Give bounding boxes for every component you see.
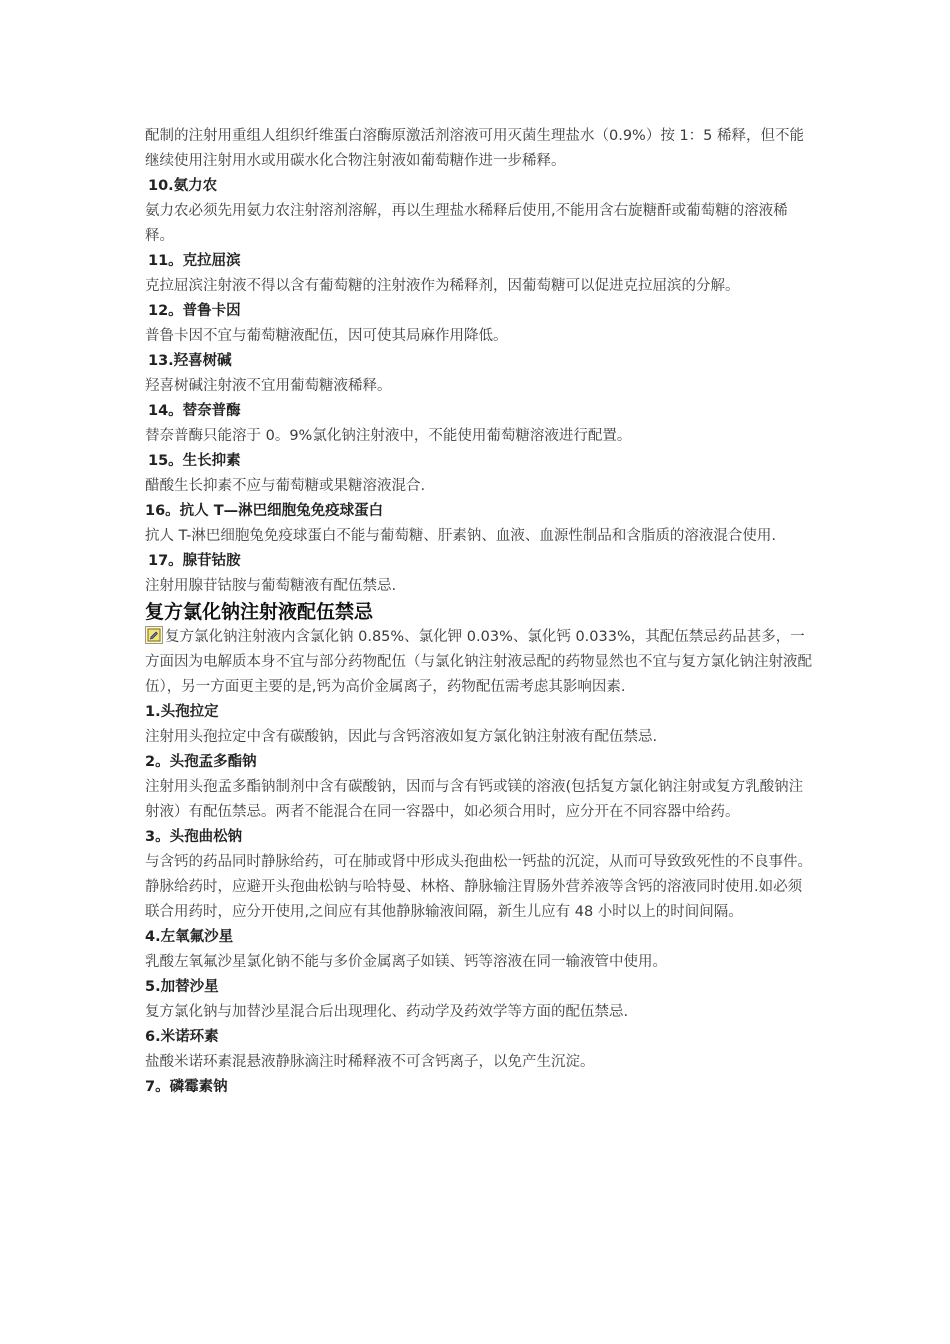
list-item: [145, 1025, 815, 1075]
note-icon: [145, 626, 163, 644]
ringer-incompatibility-list: [145, 700, 815, 1100]
item-heading: 4.左氧氟沙星: [145, 929, 234, 945]
item-body: 与含钙的药品同时静脉给药，可在肺或肾中形成头孢曲松一钙盐的沉淀，从而可导致致死性的不良事件。静脉给药时，应避开头孢曲松钠与哈特曼、林格、静脉输注胃肠外营养液等含钙的溶液同时使用.如必须联合用药时，应分开使用,之间应有其他静脉输液间隔，新生儿应有 48 小时以上的时间间隔。: [145, 854, 812, 920]
item-body: 氨力农必须先用氨力农注射溶剂溶解，再以生理盐水稀释后使用,不能用含右旋糖酐或葡萄糖的溶液稀释。: [145, 203, 788, 244]
item-body: 复方氯化钠与加替沙星混合后出现理化、药动学及药效学等方面的配伍禁忌.: [145, 1004, 629, 1020]
item-heading: 5.加替沙星: [145, 979, 219, 995]
glucose-incompatibility-list: [145, 174, 815, 599]
item-heading: 15。生长抑素: [148, 453, 241, 469]
item-heading: 11。克拉屈滨: [148, 253, 241, 269]
list-item: [145, 1075, 815, 1100]
item-heading: 2。头孢孟多酯钠: [145, 754, 257, 770]
item-heading: 17。腺苷钴胺: [148, 553, 241, 569]
list-item: [145, 349, 815, 399]
list-item: [145, 299, 815, 349]
list-item: [145, 975, 815, 1025]
list-item: [145, 549, 815, 599]
item-body: 普鲁卡因不宜与葡萄糖液配伍，因可使其局麻作用降低。: [145, 328, 508, 344]
item-heading: 13.羟喜树碱: [148, 353, 232, 369]
section-title: 复方氯化钠注射液配伍禁忌: [145, 601, 374, 623]
item-body: 盐酸米诺环素混悬液静脉滴注时稀释液不可含钙离子，以免产生沉淀。: [145, 1054, 595, 1070]
item-body: 抗人 T-淋巴细胞兔免疫球蛋白不能与葡萄糖、肝素钠、血液、血源性制品和含脂质的溶液混合使用.: [145, 528, 776, 544]
list-item: [145, 750, 815, 825]
item-body: 羟喜树碱注射液不宜用葡萄糖液稀释。: [145, 378, 392, 394]
list-item: [145, 399, 815, 449]
item-body: 注射用头孢孟多酯钠制剂中含有碳酸钠，因而与含有钙或镁的溶液(包括复方氯化钠注射或复方乳酸钠注射液）有配伍禁忌。两者不能混合在同一容器中，如必须合用时，应分开在不同容器中给药。: [145, 779, 804, 820]
list-item: [145, 449, 815, 499]
list-item: [145, 825, 815, 925]
item-heading: 14。替奈普酶: [148, 403, 241, 419]
item-heading: 12。普鲁卡因: [148, 303, 241, 319]
item-heading: 1.头孢拉定: [145, 704, 219, 720]
list-item: [145, 174, 815, 249]
section-intro-text: 复方氯化钠注射液内含氯化钠 0.85%、氯化钾 0.03%、氯化钙 0.033%，其配伍禁忌药品甚多，一方面因为电解质本身不宜与部分药物配伍（与氯化钠注射液忌配的药物显然也不宜与复方氯化钠注射液配伍），另一方面更主要的是,钙为高价金属离子，药物配伍需考虑其影响因素.: [145, 629, 812, 695]
item-body: 替奈普酶只能溶于 0。9%氯化钠注射液中，不能使用葡萄糖溶液进行配置。: [145, 428, 632, 444]
list-item: [145, 249, 815, 299]
list-item: [145, 499, 815, 549]
list-item: [145, 925, 815, 975]
item-body: 克拉屈滨注射液不得以含有葡萄糖的注射液作为稀释剂，因葡萄糖可以促进克拉屈滨的分解。: [145, 278, 740, 294]
item-heading: 7。磷霉素钠: [145, 1079, 228, 1095]
intro-paragraph: 配制的注射用重组人组织纤维蛋白溶酶原激活剂溶液可用灭菌生理盐水（0.9%）按 1：5 稀释，但不能继续使用注射用水或用碳水化合物注射液如葡萄糖作进一步稀释。: [145, 128, 805, 169]
item-body: 注射用头孢拉定中含有碳酸钠，因此与含钙溶液如复方氯化钠注射液有配伍禁忌.: [145, 729, 658, 745]
item-body: 乳酸左氧氟沙星氯化钠不能与多价金属离子如镁、钙等溶液在同一输液管中使用。: [145, 954, 667, 970]
section-intro-paragraph: [145, 625, 815, 700]
item-heading: 16。抗人 T—淋巴细胞兔免疫球蛋白: [145, 503, 384, 519]
item-body: 注射用腺苷钴胺与葡萄糖液有配伍禁忌.: [145, 578, 397, 594]
item-heading: 6.米诺环素: [145, 1029, 219, 1045]
item-heading: 10.氨力农: [148, 178, 218, 194]
item-heading: 3。头孢曲松钠: [145, 829, 243, 845]
document-page: [145, 124, 815, 1100]
list-item: [145, 700, 815, 750]
item-body: 醋酸生长抑素不应与葡萄糖或果糖溶液混合.: [145, 478, 426, 494]
